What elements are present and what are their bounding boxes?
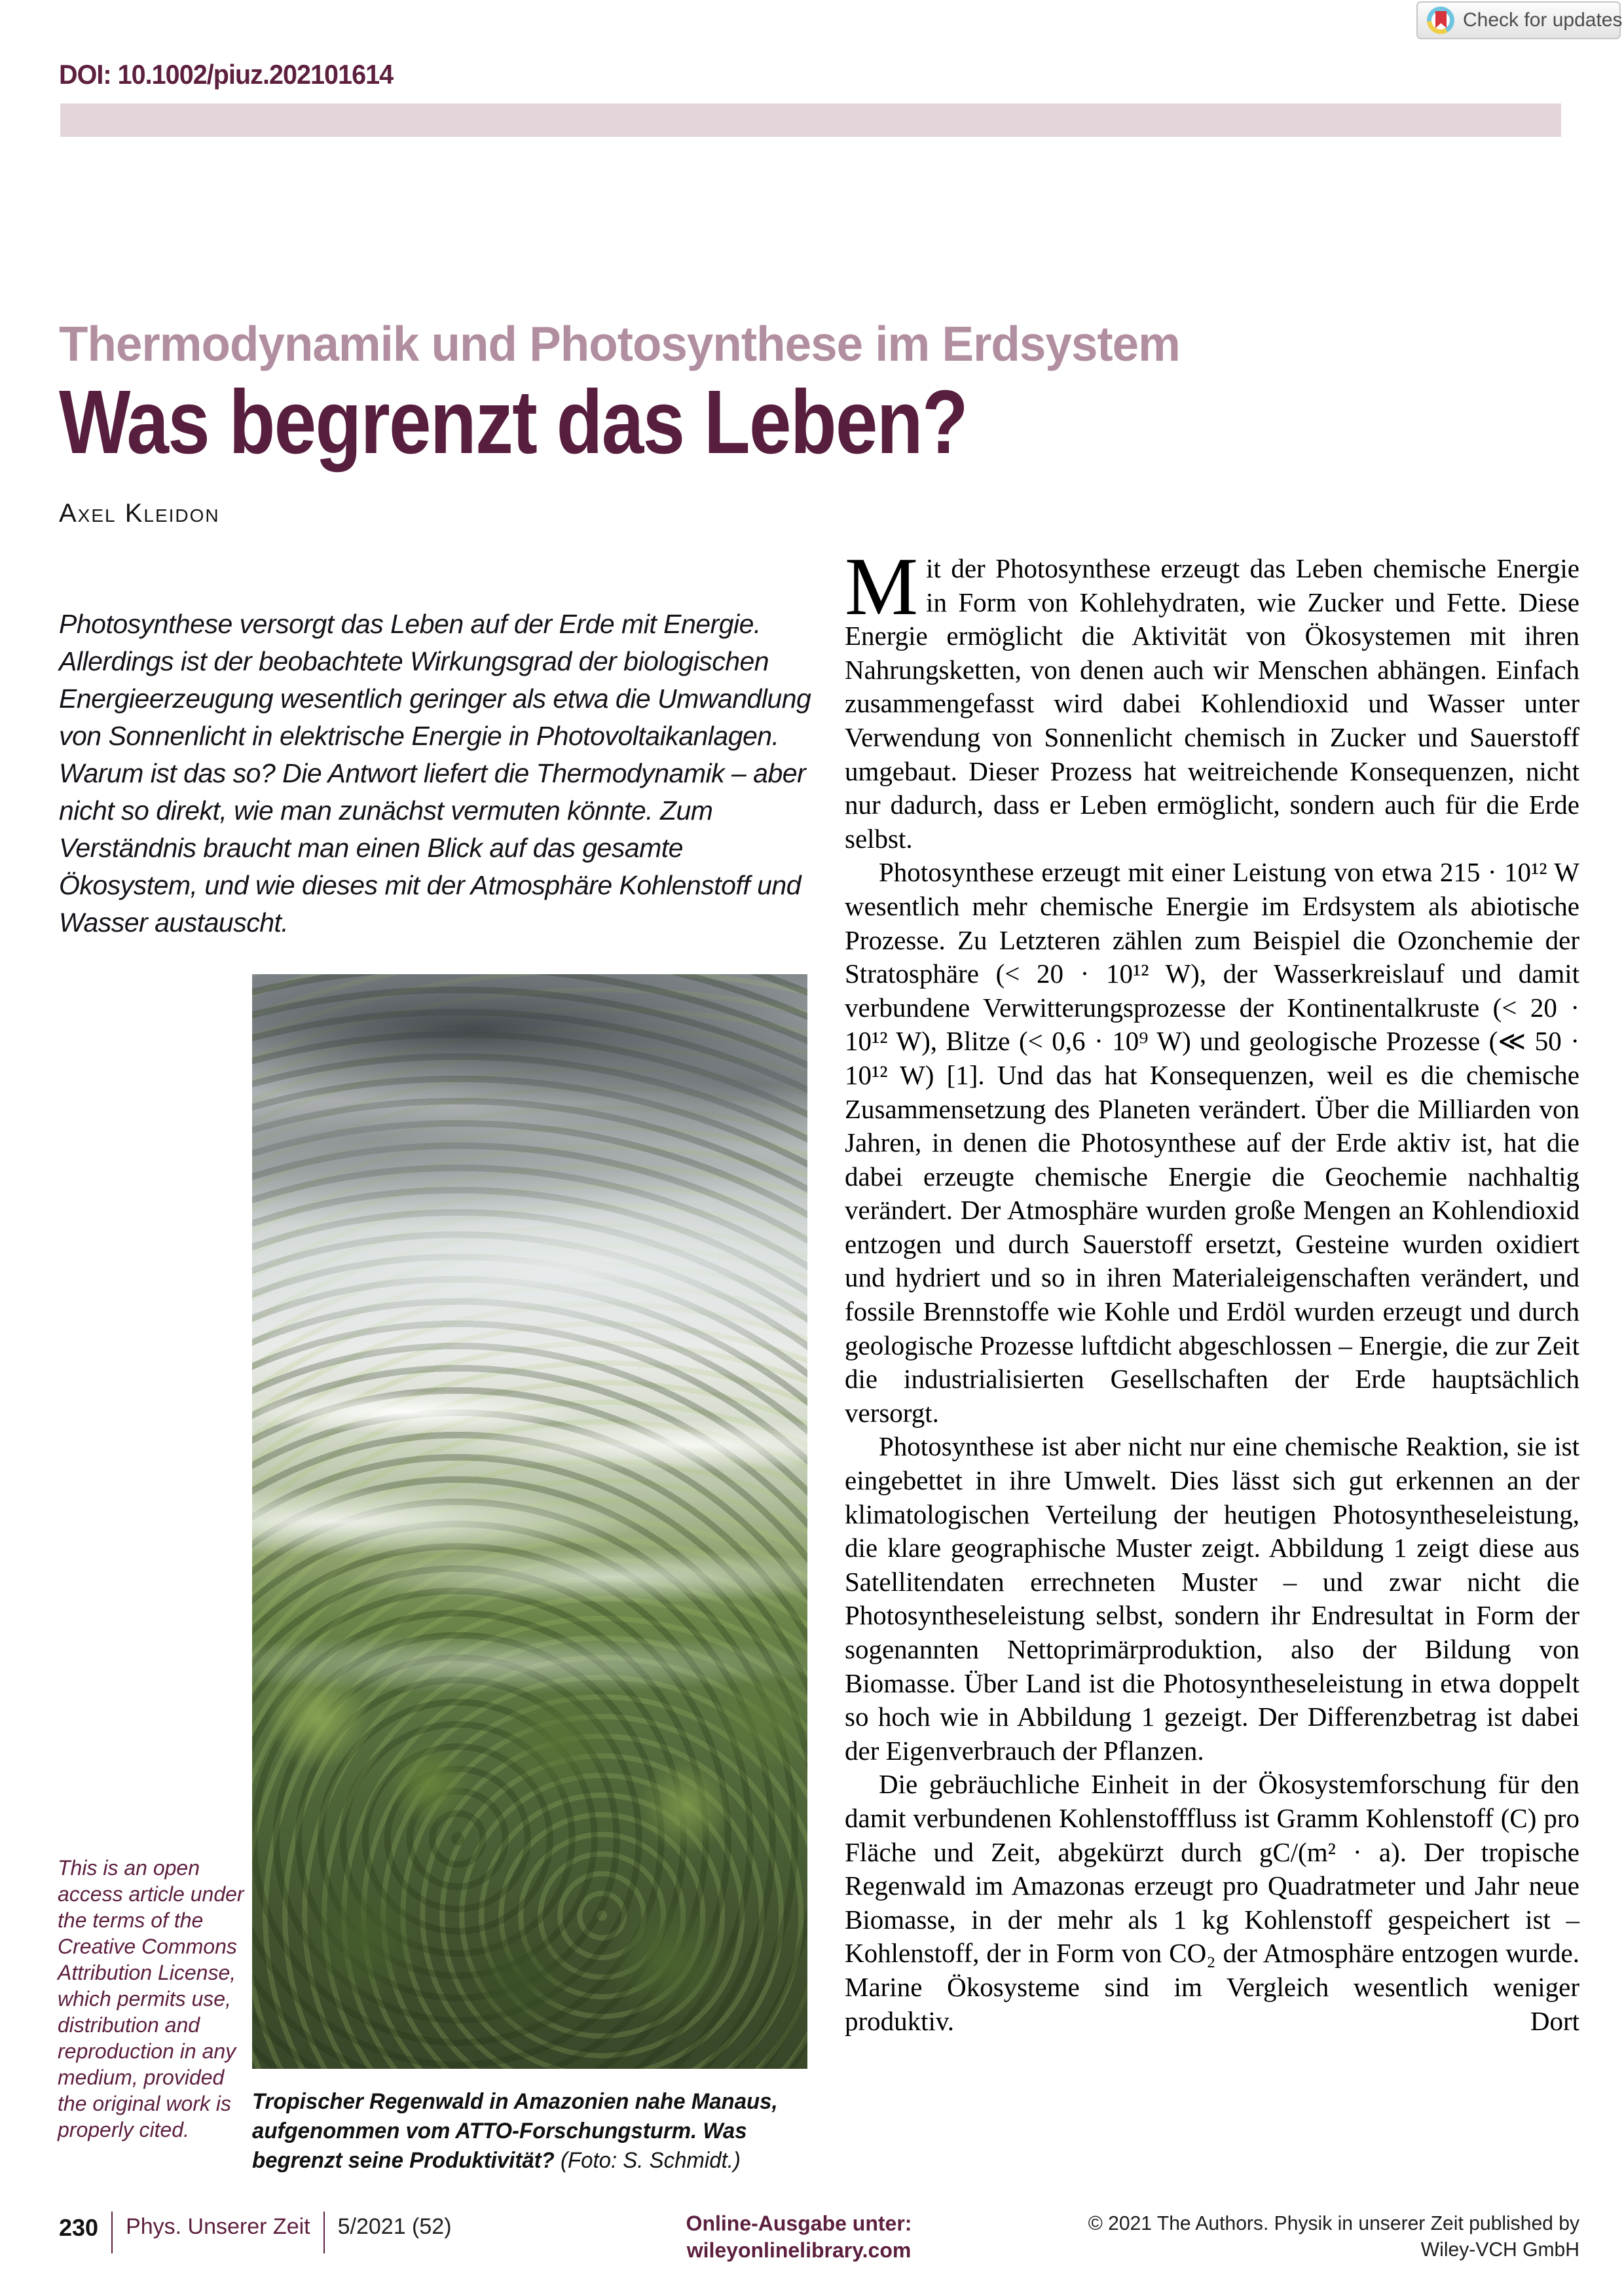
issue-info: 5/2021 (52)	[337, 2214, 452, 2239]
footer-divider	[323, 2212, 325, 2253]
online-edition-url: wileyonlinelibrary.com	[686, 2238, 912, 2262]
copyright-note	[1008, 2210, 1579, 2263]
author-name: Axel Kleidon	[59, 499, 220, 528]
journal-name: Phys. Unserer Zeit	[126, 2214, 310, 2239]
doi-text: DOI: 10.1002/piuz.202101614	[59, 59, 394, 90]
online-edition-note	[655, 2210, 943, 2264]
bookmark-icon	[1435, 11, 1447, 28]
footer-divider	[111, 2212, 113, 2253]
figure-caption-credit: (Foto: S. Schmidt.)	[554, 2148, 741, 2173]
article-abstract: Photosynthese versorgt das Leben auf der Erde mit Energie. Allerdings ist der beobachtete Wirkungsgrad der biologischen Energieerzeugung wesentlich geringer als etwa die Umwandlung von Sonnenlicht in elektrische Energie in Photovoltaikanlagen. Warum ist das so? Die Antwort liefert die Thermodynamik – aber nicht so direkt, wie man zunächst vermuten könnte. Zum Verständnis braucht man einen Blick auf das gesamte Ökosystem, und wie dieses mit der Atmosphäre Kohlenstoff und Wasser austauscht.	[59, 609, 811, 938]
check-for-updates-label: Check for updates	[1463, 9, 1623, 31]
body-paragraph-4: Die gebräuchliche Einheit in der Ökosystemforschung für den damit verbundenen Kohlenstofffluss ist Gramm Kohlenstoff (C) pro Fläche und Zeit, abgekürzt durch gC/(m² · a). Der tropische Regenwald im Amazonas erzeugt pro Quadratmeter und Jahr neue Biomasse, in der mehr als 1 kg Kohlenstoff gespeichert ist – Kohlenstoff, der in Form von CO₂ der Atmosphäre entzogen wurde. Marine Ökosysteme sind im Vergleich wesentlich weniger produktiv. Dort	[845, 1769, 1579, 2036]
check-for-updates-button[interactable]	[1416, 1, 1621, 39]
copyright-line-2: Wiley-VCH GmbH	[1420, 2238, 1579, 2261]
copyright-line-1: © 2021 The Authors. Physik in unserer Zeit published by	[1088, 2212, 1579, 2234]
body-paragraph-2: Photosynthese erzeugt mit einer Leistung von etwa 215 · 10¹² W wesentlich mehr chemische Energie im Erdsystem als abiotische Prozesse. Zu Letzteren zählen zum Beispiel die Ozonchemie der Stratosphäre (< 20 · 10¹² W), der Wasserkreislauf und damit verbundene Verwitterungsprozesse der Kontinentalkruste (< 20 · 10¹² W), Blitze (< 0,6 · 10⁹ W) und geologische Prozesse (≪ 50 · 10¹² W) [1]. Und das hat Konsequenzen, weil es die chemische Zusammensetzung des Planeten verändert. Über die Milliarden von Jahren, in denen die Photosynthese auf der Erde aktiv ist, hat die dabei erzeugte chemische Energie die Geochemie nachhaltig verändert. Der Atmosphäre wurden große Mengen an Kohlendioxid entzogen und durch Sauerstoff ersetzt, Gesteine wurden oxidiert und hydriert und so in ihren Materialeigenschaften verändert, und fossile Brennstoffe wie Kohle und Erdöl wurden erzeugt und durch geologische Prozesse luftdicht abgeschlossen – Energie, die zur Zeit die industrialisierten Gesellschaften der Erde hauptsächlich versorgt.	[845, 857, 1579, 1428]
article-title: Was begrenzt das Leben?	[59, 372, 967, 473]
page-number: 230	[59, 2214, 99, 2241]
dropcap-m: M	[845, 541, 919, 632]
body-paragraph-3: Photosynthese ist aber nicht nur eine chemische Reaktion, sie ist eingebettet in ihre Umwelt. Dies lässt sich gut erkennen an der klimatologischen Verteilung der heutigen Photosyntheseleistung, die klare geographische Muster zeigt. Abbildung 1 zeigt diese aus Satellitendaten errechneten Muster – und zwar nicht die Photosyntheseleistung selbst, sondern ihr Endresultat in Form der sogenannten Nettoprimärproduktion, also der Bildung von Biomasse. Über Land ist die Photosyntheseleistung in etwa doppelt so hoch wie in Abbildung 1 gezeigt. Der Differenzbetrag ist dabei der Eigenverbrauch der Pflanzen.	[845, 1431, 1579, 1766]
online-edition-label: Online-Ausgabe unter:	[686, 2212, 912, 2235]
footer-left	[59, 2214, 452, 2253]
article-kicker: Thermodynamik und Photosynthese im Erdsystem	[59, 316, 1180, 371]
body-paragraph-1-text: it der Photosynthese erzeugt das Leben chemische Energie in Form von Kohlehydraten, wie Zucker und Fette. Diese Energie ermöglicht die Aktivität von Ökosystemen mit ihren Nahrungsketten, von denen auch wir Menschen abhängen. Einfach zusammengefasst wird dabei Kohlendioxid und Wasser unter Verwendung von Sonnenlicht chemisch in Zucker und Sauerstoff umgebaut. Dieser Prozess hat weitreichende Konsequenzen, nicht nur dadurch, dass er Leben ermöglicht, sondern auch für die Erde selbst.	[845, 553, 1579, 854]
open-access-note: This is an open access article under the terms of the Creative Commons Attribution License, which permits use, distribution and reproduction in any medium, provided the original work is properly cited.	[58, 1856, 244, 2141]
figure-caption-text: Tropischer Regenwald in Amazonien nahe Manaus, aufgenommen vom ATTO-Forschungsturm. Was begrenzt seine Produktivität?	[252, 2089, 778, 2173]
figure-caption	[252, 2087, 798, 2176]
article-body	[845, 541, 1579, 2038]
header-accent-band	[60, 103, 1561, 137]
body-paragraph-1	[845, 541, 1579, 856]
rainforest-photo	[252, 974, 807, 2069]
crossmark-icon	[1427, 7, 1454, 34]
